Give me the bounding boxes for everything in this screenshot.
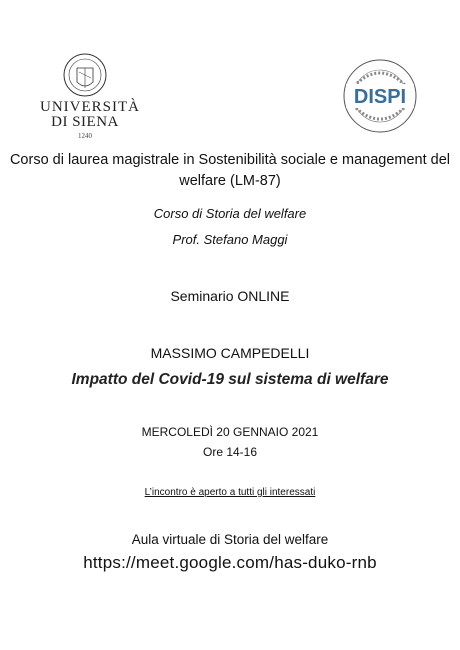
speaker-name: MASSIMO CAMPEDELLI	[150, 345, 310, 361]
unisi-seal-icon	[56, 52, 114, 98]
event-time: Ore 14-16	[202, 445, 258, 459]
event-date: MERCOLEDÌ 20 GENNAIO 2021	[141, 425, 319, 439]
dispi-label: DISPI	[353, 86, 407, 108]
degree-name: Corso di laurea magistrale in Sostenibilità sociale e management del welfare (LM-87)	[9, 152, 451, 189]
course-name: Corso di Storia del welfare	[153, 206, 307, 221]
open-note: L’incontro è aperto a tutti gli interessati	[144, 487, 316, 498]
university-of-siena-logo	[40, 52, 140, 140]
event-type: Seminario ONLINE	[170, 288, 290, 304]
dispi-logo	[340, 56, 420, 136]
meeting-link[interactable]: https://meet.google.com/has-duko-rnb	[83, 553, 377, 572]
virtual-room-label: Aula virtuale di Storia del welfare	[131, 532, 329, 547]
unisi-sub: DI SIENA	[51, 114, 119, 130]
professor-name: Prof. Stefano Maggi	[172, 232, 288, 247]
dispi-seal-icon	[340, 56, 420, 136]
seminar-title: Impatto del Covid-19 sul sistema di welfare	[71, 371, 389, 388]
unisi-name: UNIVERSITÀ	[40, 99, 140, 115]
unisi-year: 1240	[78, 132, 92, 140]
